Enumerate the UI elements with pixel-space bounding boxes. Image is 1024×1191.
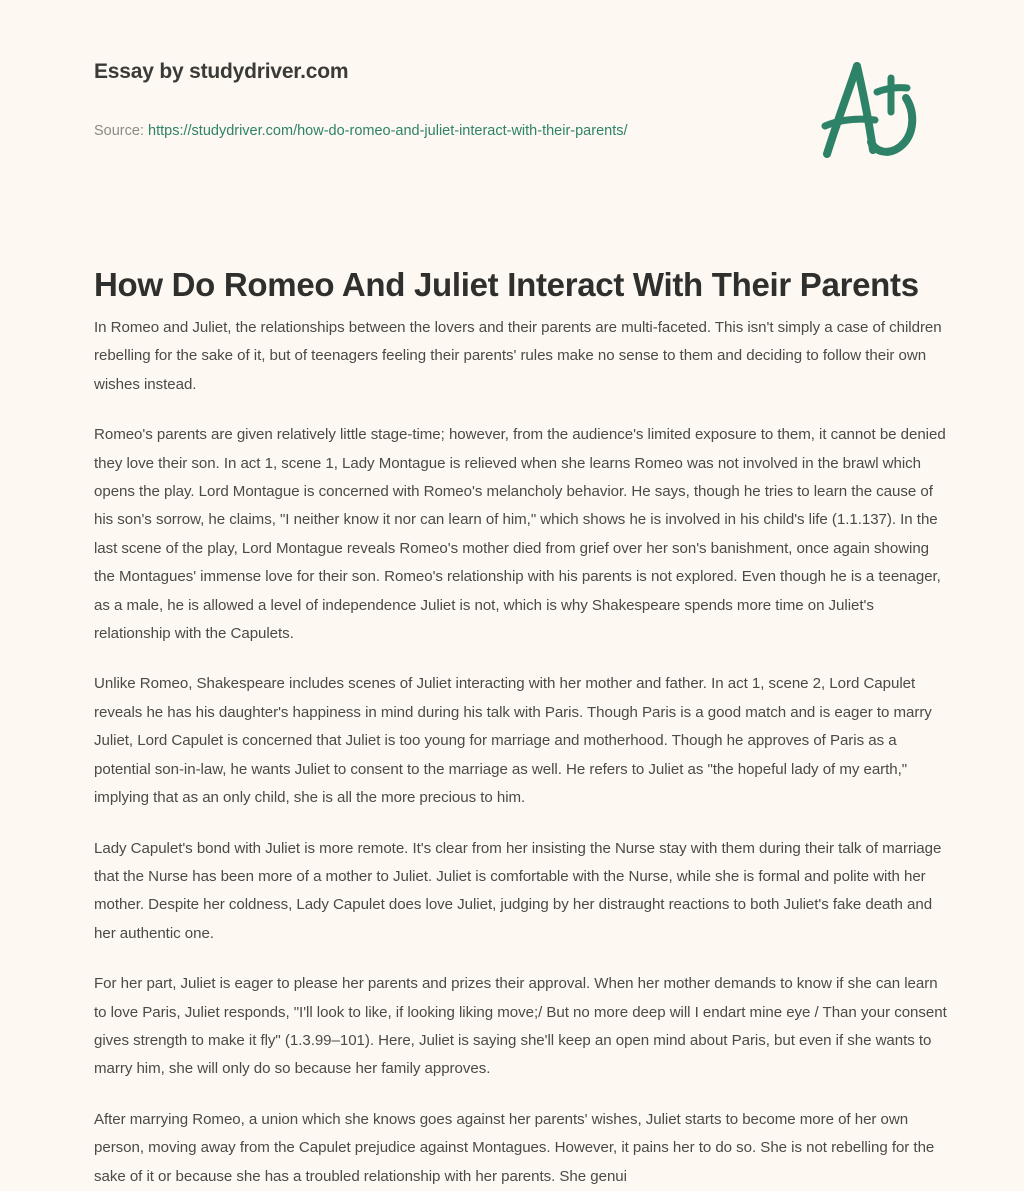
- article-body: [94, 314, 950, 1185]
- source-label: Source:: [94, 123, 144, 139]
- a-plus-logo: [805, 50, 935, 175]
- page-title: How Do Romeo And Juliet Interact With Their Parents: [94, 266, 919, 304]
- article-paragraph: After marrying Romeo, a union which she knows goes against her parents' wishes, Juliet starts to become more of her own person, moving away from the Capulet prejudice against Montagues. However, it pains her to do so. She is not rebelling for the sake of it or because she has a troubled relationship with her parents. She genui: [94, 1110, 935, 1185]
- source-line: [94, 123, 628, 140]
- article-paragraph: In Romeo and Juliet, the relationships between the lovers and their parents are multi-faceted. This isn't simply a case of children rebelling for the sake of it, but of teenagers feeling their parents' rules make no sense to them and deciding to follow their own wishes instead.: [94, 319, 942, 393]
- article-paragraph: Romeo's parents are given relatively little stage-time; however, from the audience's limited exposure to them, it cannot be denied they love their son. In act 1, scene 1, Lady Montague is relieved when she learns Romeo was not involved in the brawl which opens the play. Lord Montague is concerned with Romeo's melancholy behavior. He says, though he tries to learn the cause of his son's sorrow, he claims, "I neither know it nor can learn of him," which shows he is involved in his child's life (1.1.137). In the last scene of the play, Lord Montague reveals Romeo's mother died from grief over her son's banishment, once again showing the Montagues' immense love for their son. Romeo's relationship with his parents is not explored. Even though he is a teenager, as a male, he is allowed a level of independence Juliet is not, which is why Shakespeare spends more time on Juliet's relationship with the Capulets.: [94, 426, 946, 643]
- article-paragraph: Lady Capulet's bond with Juliet is more remote. It's clear from her insisting the Nurse stay with them during their talk of marriage that the Nurse has been more of a mother to Juliet. Juliet is comfortable with the Nurse, while she is formal and polite with her mother. Despite her coldness, Lady Capulet does love Juliet, judging by her distraught reactions to both Juliet's fake death and her authentic one.: [94, 839, 942, 942]
- article-paragraph: Unlike Romeo, Shakespeare includes scenes of Juliet interacting with her mother and father. In act 1, scene 2, Lord Capulet reveals he has his daughter's happiness in mind during his talk with Paris. Though Paris is a good match and is eager to marry Juliet, Lord Capulet is concerned that Juliet is too young for marriage and motherhood. Though he approves of Paris as a potential son-in-law, he wants Juliet to consent to the marriage as well. He refers to Juliet as "the hopeful lady of my earth," implying that as an only child, she is all the more precious to him.: [94, 675, 932, 807]
- a-plus-logo-icon: [805, 50, 935, 175]
- source-url-link[interactable]: https://studydriver.com/how-do-romeo-and-juliet-interact-with-their-parents/: [148, 123, 628, 139]
- byline: Essay by studydriver.com: [94, 60, 349, 83]
- article-paragraph: For her part, Juliet is eager to please her parents and prizes their approval. When her mother demands to know if she can learn to love Paris, Juliet responds, "I'll look to like, if looking liking move;/ But no more deep will I endart mine eye / Than your consent gives strength to make it fly" (1.3.99–101). Here, Juliet is saying she'll keep an open mind about Paris, but even if she wants to marry him, she will only do so because her family approves.: [94, 975, 947, 1078]
- page-header: [0, 0, 1024, 185]
